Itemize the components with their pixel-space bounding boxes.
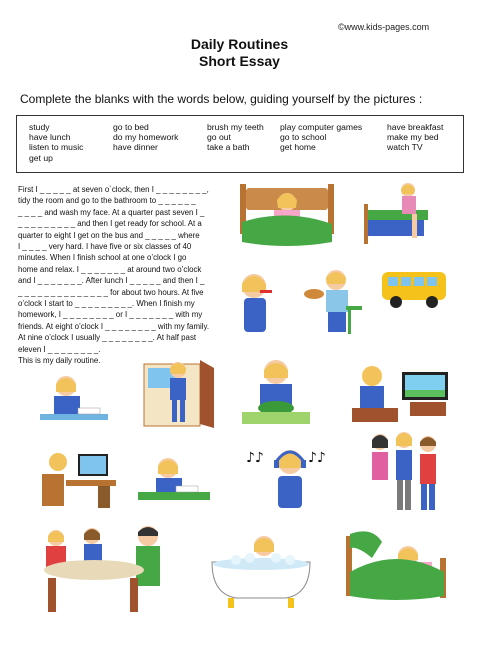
word-item: brush my teeth <box>207 122 264 132</box>
make-bed-illustration <box>362 180 444 252</box>
essay-line: and I _ _ _ _ _ _ _. After lunch I _ _ _ _ _ and then I _ <box>18 276 205 286</box>
essay-line: _ _ _ _ and wash my face. At a quarter past seven I _ <box>18 207 205 217</box>
word-item: play computer games <box>280 122 363 132</box>
word-item: go to bed <box>113 122 149 132</box>
essay-line: o’clock I start to _ _ _ _ _ _ _ _ _. When I finish my <box>18 299 195 309</box>
essay-line: homework, I _ _ _ _ _ _ _ _ or I _ _ _ _ _ _ _ with my <box>18 310 203 320</box>
word-item: watch TV <box>387 142 423 153</box>
get-up-illustration <box>232 180 342 252</box>
word-item: have dinner <box>113 142 158 153</box>
word-item: get up <box>29 152 53 163</box>
word-item: study <box>29 122 50 132</box>
study-illustration <box>38 372 110 430</box>
go-to-school-illustration <box>138 350 218 430</box>
word-item: have lunch <box>29 132 71 143</box>
word-item: do my homework <box>113 132 179 143</box>
play-computer-games-illustration <box>38 444 118 512</box>
essay-line: First I _ _ _ _ _ at seven o´clock, then I _ _ _ _ _ _ _ _, <box>18 185 209 194</box>
word-item: go to school <box>280 132 327 143</box>
essay-line: At nine o’clock I usually _ _ _ _ _ _ _ _. At half past <box>18 333 197 343</box>
word-item: make my bed <box>387 132 439 143</box>
word-item: go out <box>207 132 231 143</box>
essay-line: _ _ _ _ _ _ _ _ _ and then I get ready for school. At a <box>18 219 202 229</box>
essay-line: I _ _ _ _ very hard. I have five or six classes of 40 <box>18 242 192 252</box>
essay-line: quarter to eight I get on the bus and _ _ _ _ _ where <box>18 230 200 240</box>
have-lunch-illustration <box>236 354 316 434</box>
do-homework-illustration <box>136 454 212 506</box>
word-item: listen to music <box>29 142 84 153</box>
word-item: take a bath <box>207 142 250 153</box>
go-to-bed-illustration <box>342 528 452 612</box>
essay-line: friends. At eight o’clock I _ _ _ _ _ _ _ _ with my family. <box>18 321 210 331</box>
word-column-1 <box>29 122 83 163</box>
have-breakfast-illustration <box>296 266 366 338</box>
word-item: have breakfast <box>387 122 444 132</box>
word-item: get home <box>280 142 316 153</box>
brush-teeth-illustration <box>232 268 276 338</box>
page-subtitle: Short Essay <box>199 53 280 69</box>
instructions: Complete the blanks with the words below, guiding yourself by the pictures : <box>20 92 423 106</box>
essay-line: minutes. When I finish school at one o’clock I go <box>18 253 187 263</box>
svg-text:♪♪: ♪♪ <box>308 450 326 466</box>
essay-line: tidy the room and go to the bathroom to _ _ _ _ _ _ <box>18 196 196 206</box>
page-title: Daily Routines <box>190 36 289 52</box>
essay-line: This is my daily routine. <box>18 356 101 366</box>
word-column-2 <box>113 122 178 153</box>
have-dinner-illustration <box>30 518 172 614</box>
listen-to-music-illustration <box>244 440 336 514</box>
svg-text:♪♪: ♪♪ <box>246 450 264 466</box>
word-bank <box>16 115 464 173</box>
word-column-3 <box>207 122 264 153</box>
word-column-4 <box>280 122 362 153</box>
go-out-illustration <box>366 430 446 514</box>
word-column-5 <box>387 122 443 153</box>
essay-line: home and relax. I _ _ _ _ _ _ _ at around two o’clock <box>18 264 202 274</box>
essay-line: _ _ _ _ _ _ _ _ _ _ _ _ _ _ for about two hours. At five <box>18 287 204 297</box>
watch-tv-illustration <box>350 364 454 426</box>
copyright-text: ©www.kids-pages.com <box>338 22 430 32</box>
essay-text <box>18 184 220 367</box>
take-a-bath-illustration <box>206 532 316 612</box>
school-bus-illustration <box>380 268 450 310</box>
essay-line: eleven I _ _ _ _ _ _ _ _. <box>18 344 101 354</box>
